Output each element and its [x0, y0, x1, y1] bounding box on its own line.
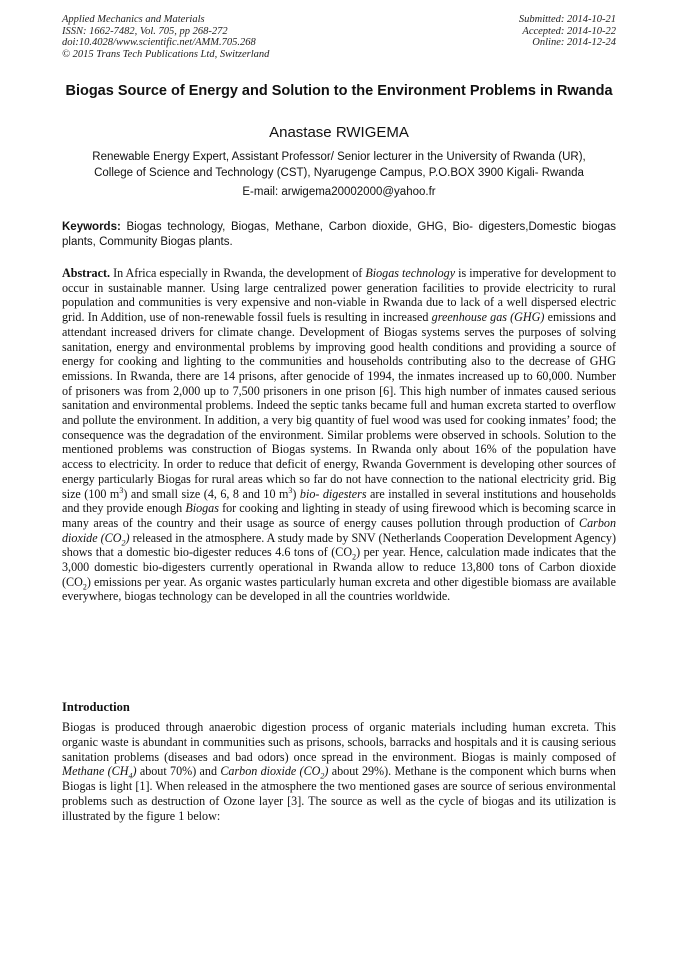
- abstract-term: greenhouse gas (GHG): [431, 310, 545, 325]
- introduction-heading: Introduction: [62, 700, 130, 714]
- introduction-paragraph: [62, 720, 616, 824]
- submitted-date: Submitted: 2014-10-21: [518, 14, 616, 25]
- intro-text: about 29%). Methane is the component which burns when Biogas is light [1]. When released in the atmosphere the two mentioned gases are source of serious environmental problems such as destruction of Ozone layer [3]. The source as well as the cycle of biogas and its utilization is illustrated by the figure 1 below:: [62, 764, 616, 823]
- accepted-date: Accepted: 2014-10-22: [522, 25, 616, 37]
- journal-doi[interactable]: doi:10.4028/www.scientific.net/AMM.705.268: [62, 37, 256, 49]
- author-name: Anastase RWIGEMA: [269, 124, 409, 141]
- term-text: Carbon dioxide (CO: [62, 515, 616, 545]
- publication-dates: [519, 14, 616, 49]
- subscript: 2: [352, 552, 357, 562]
- subscript: 2: [82, 582, 87, 592]
- term-text: Methane (CH: [62, 764, 129, 779]
- keywords-section: [62, 220, 616, 250]
- term-text: ): [132, 764, 137, 779]
- subscript: 2: [320, 771, 325, 781]
- term-text: ): [125, 530, 130, 545]
- abstract-text: is imperative for development to occur in sustainable manner. Using large centralized power generation facilities to provide electricity to rural population and communities is very expensive and non-viable in Rwanda due to lack of a well dispersed electric grid. In Addition, use of non-renewable fossil fuels is resulting in increased: [62, 266, 616, 325]
- term-text: ): [324, 764, 329, 779]
- abstract-term: Biogas: [185, 501, 219, 516]
- paper-title: Biogas Source of Energy and Solution to the Environment Problems in Rwanda: [65, 83, 613, 99]
- abstract-text: released in the atmosphere. A study made by SNV (Netherlands Cooperation Development Agency) shows that a domestic bio-digester reduces 4.6 tons of (CO: [62, 530, 616, 560]
- term-text: Carbon dioxide (CO: [220, 764, 321, 779]
- subscript: 4: [128, 771, 133, 781]
- intro-text: Biogas is produced through anaerobic digestion process of organic materials including human excreta. This organic waste is abundant in communities such as prisons, schools, barracks and hospitals and it is causing serious sanitation problems (diseases and bad odors) once spread in the environment. Biogas is mainly composed of: [62, 720, 616, 764]
- abstract-term: bio- digesters: [299, 486, 367, 501]
- abstract-text: ) emissions per year. As organic wastes particularly human excreta and other digestible biomass are available everywhere, biogas technology can be developed in all the countries worldwide.: [62, 574, 616, 604]
- keywords-text: Biogas technology, Biogas, Methane, Carbon dioxide, GHG, Bio- digesters,Domestic biogas plants, Community Biogas plants.: [62, 221, 617, 248]
- abstract-text: ) per year. Hence, calculation made indicates that the 3,000 domestic bio-digesters currently operational in Rwanda allow to reduce 13,800 tons of Carbon dioxide (CO: [62, 545, 616, 589]
- intro-text: about 70%) and: [139, 764, 218, 779]
- abstract-text: emissions and attendant increased drivers for climate change. Development of Biogas systems serves the purposes of solving sanitation, energy and environmental problems by improving good health conditions and providing a source of energy for cooking and lighting to the communities and households contributing also to the decrease of GHG emissions. In Rwanda, there are 14 prisons, after genocide of 1994, the inmates increased up to 60,000. Number of prisoners was from 2,000 up to 7,500 prisoners in one prison [6]. This high number of inmates caused serious sanitation and environmental problems. Indeed the septic tanks became full and human excreta started to overflow and pollute the environment. In addition, a very big quantity of fuel wood was used for cooking inmates’ food; the consequence was the degradation of the environment. Similar problems were observed in schools. Solution to the mentioned problems was construction of Biogas systems. In Rwanda only about 16% of the population have access to electricity. In order to reduce that deficit of energy, Rwanda Government is developing other sources of energy particularly Biogas for rural areas which so far do not have connection to the national electricity grid. Big size (100 m: [62, 310, 617, 501]
- abstract-text: ) and small size (4, 6, 8 and 10 m: [123, 486, 289, 501]
- author-affiliation: [62, 149, 616, 181]
- superscript: 3: [119, 485, 124, 495]
- abstract-text: In Africa especially in Rwanda, the development of: [113, 266, 363, 280]
- abstract-label: Abstract.: [62, 266, 111, 280]
- author-email[interactable]: E-mail: arwigema20002000@yahoo.fr: [242, 186, 436, 198]
- journal-name: Applied Mechanics and Materials: [62, 14, 205, 25]
- keywords-label: Keywords:: [62, 221, 121, 233]
- abstract-text: ): [292, 486, 297, 501]
- affiliation-line-2: College of Science and Technology (CST), Nyarugenge Campus, P.O.BOX 3900 Kigali- Rwanda: [94, 167, 584, 179]
- intro-term: [62, 764, 137, 781]
- abstract-section: [62, 266, 616, 604]
- abstract-text: are installed in several institutions and households and they provide enough: [62, 486, 616, 516]
- abstract-term: Biogas technology: [365, 266, 456, 280]
- journal-info: [62, 14, 269, 60]
- affiliation-line-1: Renewable Energy Expert, Assistant Professor/ Senior lecturer in the University of Rwanda (UR),: [92, 151, 586, 163]
- journal-issn: ISSN: 1662-7482, Vol. 705, pp 268-272: [62, 25, 228, 37]
- online-date: Online: 2014-12-24: [532, 37, 616, 49]
- intro-term: [220, 764, 329, 781]
- abstract-text: for cooking and lighting in steady of using firewood which is becoming scarce in many areas of the country and their usage as source of energy causes pollution through production of: [62, 501, 616, 530]
- subscript: 2: [121, 538, 126, 548]
- superscript: 3: [288, 485, 293, 495]
- journal-copyright: © 2015 Trans Tech Publications Ltd, Switzerland: [62, 48, 270, 60]
